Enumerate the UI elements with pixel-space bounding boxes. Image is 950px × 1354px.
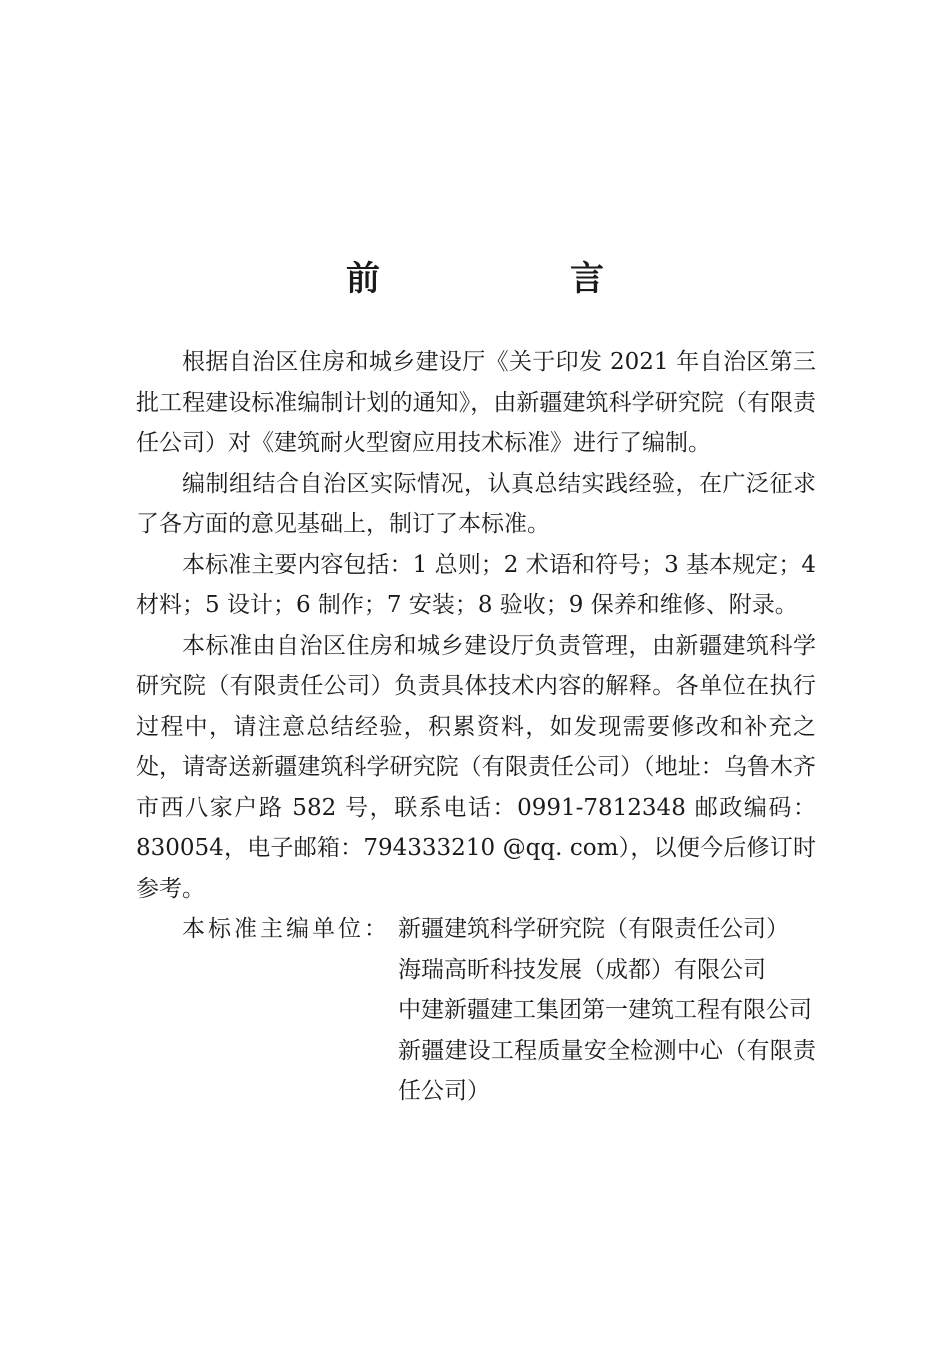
editor-unit: 海瑞高昕科技发展（成都）有限公司 (398, 956, 766, 983)
paragraph-basis: 根据自治区住房和城乡建设厅《关于印发 2021 年自治区第三批工程建设标准编制计划的通知》，由新疆建筑科学研究院（有限责任公司）对《建筑耐火型窗应用技术标准》进行了编制。 (136, 349, 816, 456)
chief-editors (136, 909, 816, 1112)
chief-editors-list (398, 909, 816, 1112)
editor-unit: 中建新疆建工集团第一建筑工程有限公司 (398, 997, 812, 1023)
editor-unit: 新疆建筑科学研究院（有限责任公司） (398, 916, 789, 942)
paragraph-contents: 本标准主要内容包括：1 总则；2 术语和符号；3 基本规定；4 材料；5 设计；6 制作；7 安装；8 验收；9 保养和维修、附录。 (136, 551, 816, 618)
paragraph-process: 编制组结合自治区实际情况，认真总结实践经验，在广泛征求了各方面的意见基础上，制订了本标准。 (136, 470, 816, 537)
chief-editors-label: 本标准主编单位： (182, 916, 390, 942)
editor-unit: 新疆建设工程质量安全检测中心（有限责任公司） (398, 1037, 816, 1104)
page-title: 前 言 (346, 259, 682, 299)
paragraph-management: 本标准由自治区住房和城乡建设厅负责管理，由新疆建筑科学研究院（有限责任公司）负责具体技术内容的解释。各单位在执行过程中，请注意总结经验，积累资料，如发现需要修改和补充之处，请寄送新疆建筑科学研究院（有限责任公司）（地址：乌鲁木齐市西八家户路 582 号，联系电话：0991-7812348 邮政编码：830054，电子邮箱：794333210 @qq. com），以便今后修订时参考。 (136, 632, 816, 902)
preface-body (136, 342, 816, 1112)
